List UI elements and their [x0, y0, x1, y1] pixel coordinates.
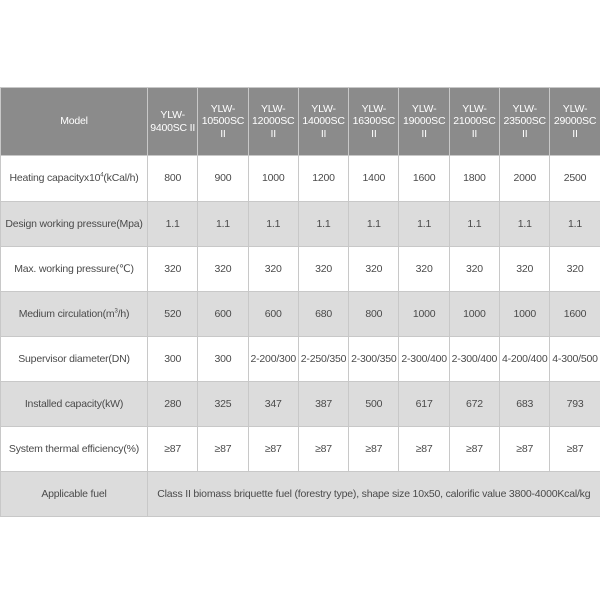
table-row — [1, 156, 600, 202]
table-cell: ≥87 — [198, 427, 248, 472]
header-model-2 — [198, 88, 248, 156]
table-cell: 500 — [349, 382, 399, 427]
row-label — [1, 337, 148, 382]
model-code: 14000SC II — [302, 115, 345, 140]
table-cell: 320 — [298, 247, 348, 292]
table-cell: 387 — [298, 382, 348, 427]
table-cell: 2000 — [500, 156, 550, 202]
model-code: 19000SC II — [402, 115, 446, 140]
fuel-value: Class II biomass briquette fuel (forestry type), shape size 10x50, calorific value 3800-4000Kcal/kg — [148, 472, 600, 517]
table-cell: 672 — [449, 382, 499, 427]
header-model-3 — [248, 88, 298, 156]
row-label-text: Installed capacity(kW) — [24, 397, 124, 410]
table-cell: 600 — [198, 292, 248, 337]
table-cell: 347 — [248, 382, 298, 427]
row-label — [1, 247, 148, 292]
table-cell: 320 — [500, 247, 550, 292]
table-cell: 1000 — [500, 292, 550, 337]
header-model-5 — [349, 88, 399, 156]
model-prefix: YLW- — [210, 102, 236, 115]
header-model-4 — [298, 88, 348, 156]
table-cell: 1.1 — [298, 202, 348, 247]
table-row — [1, 382, 600, 427]
table-cell: 2500 — [550, 156, 600, 202]
table-cell: 280 — [148, 382, 198, 427]
table-row — [1, 292, 600, 337]
table-cell: 2-300/400 — [399, 337, 449, 382]
table-cell: 1600 — [550, 292, 600, 337]
row-label — [1, 292, 148, 337]
table-cell: 1000 — [399, 292, 449, 337]
row-label-unit: (kCal/h) — [103, 172, 139, 185]
table-cell: 1.1 — [449, 202, 499, 247]
table-cell: 2-250/350 — [298, 337, 348, 382]
model-prefix: YLW- — [311, 102, 336, 115]
table-row — [1, 427, 600, 472]
row-label — [1, 156, 148, 202]
row-label-text: Supervisor diameter(DN) — [18, 352, 130, 365]
model-prefix: YLW- — [361, 102, 387, 115]
table-cell: ≥87 — [148, 427, 198, 472]
table-cell: ≥87 — [449, 427, 499, 472]
model-code: 9400SC II — [150, 121, 196, 134]
table-cell: 1.1 — [500, 202, 550, 247]
table-cell: 1400 — [349, 156, 399, 202]
model-code: 16300SC II — [352, 115, 396, 140]
row-label-text: Medium circulation(m — [18, 307, 115, 320]
row-label — [1, 202, 148, 247]
row-label-unit: /h) — [117, 307, 130, 320]
table-cell: 320 — [399, 247, 449, 292]
table-cell: 4-200/400 — [500, 337, 550, 382]
model-prefix: YLW- — [562, 102, 588, 115]
model-code: 23500SC II — [503, 115, 546, 140]
table-cell: ≥87 — [500, 427, 550, 472]
model-prefix: YLW- — [160, 108, 185, 121]
table-cell: 320 — [148, 247, 198, 292]
table-row — [1, 337, 600, 382]
row-label-text: Design working pressure(Mpa) — [5, 217, 143, 230]
model-prefix: YLW- — [462, 102, 487, 115]
table-cell: 1.1 — [399, 202, 449, 247]
table-cell: 600 — [248, 292, 298, 337]
model-prefix: YLW- — [411, 102, 437, 115]
table-cell: 325 — [198, 382, 248, 427]
table-cell: 2-200/300 — [248, 337, 298, 382]
table-cell: 320 — [349, 247, 399, 292]
header-row — [1, 88, 600, 156]
row-label-text: Max. working pressure(℃) — [14, 262, 134, 275]
table-cell: 300 — [198, 337, 248, 382]
fuel-label: Applicable fuel — [1, 472, 148, 517]
header-model-7 — [449, 88, 499, 156]
table-cell: 300 — [148, 337, 198, 382]
table-cell: 683 — [500, 382, 550, 427]
table-cell: 320 — [198, 247, 248, 292]
table-cell: 900 — [198, 156, 248, 202]
model-prefix: YLW- — [512, 102, 537, 115]
table-cell: ≥87 — [298, 427, 348, 472]
table-cell: 680 — [298, 292, 348, 337]
table-cell: 1.1 — [550, 202, 600, 247]
table-cell: 800 — [349, 292, 399, 337]
table-cell: 520 — [148, 292, 198, 337]
header-model-6 — [399, 88, 449, 156]
table-cell: ≥87 — [399, 427, 449, 472]
model-code: 29000SC II — [553, 115, 597, 140]
table-cell: 617 — [399, 382, 449, 427]
fuel-row — [1, 472, 600, 517]
row-label — [1, 382, 148, 427]
table-cell: ≥87 — [550, 427, 600, 472]
row-label-text: Heating capacityx10 — [9, 172, 101, 185]
model-prefix: YLW- — [261, 102, 286, 115]
table-cell: 1.1 — [349, 202, 399, 247]
row-label-text: System thermal efficiency(%) — [8, 442, 140, 455]
table-cell: 793 — [550, 382, 600, 427]
header-model-8 — [500, 88, 550, 156]
table-cell: 1600 — [399, 156, 449, 202]
table-cell: 2-300/350 — [349, 337, 399, 382]
table-cell: 320 — [550, 247, 600, 292]
table-cell: 1200 — [298, 156, 348, 202]
spec-table — [0, 87, 600, 517]
table-cell: 2-300/400 — [449, 337, 499, 382]
table-cell: 1.1 — [198, 202, 248, 247]
header-model-label: Model — [1, 88, 148, 156]
model-code: 10500SC II — [201, 115, 245, 140]
table-cell: 320 — [248, 247, 298, 292]
table-row — [1, 247, 600, 292]
table-cell: 4-300/500 — [550, 337, 600, 382]
row-label — [1, 427, 148, 472]
table-cell: 1000 — [449, 292, 499, 337]
table-cell: ≥87 — [349, 427, 399, 472]
table-cell: 1.1 — [248, 202, 298, 247]
model-code: 12000SC II — [252, 115, 295, 140]
table-cell: 1.1 — [148, 202, 198, 247]
table-cell: 320 — [449, 247, 499, 292]
table-cell: ≥87 — [248, 427, 298, 472]
table-cell: 1800 — [449, 156, 499, 202]
header-model-9 — [550, 88, 600, 156]
table-cell: 1000 — [248, 156, 298, 202]
row-label-superscript: 3 — [114, 308, 118, 315]
model-code: 21000SC II — [453, 115, 496, 140]
row-label-superscript: 4 — [100, 172, 104, 179]
table-row — [1, 202, 600, 247]
table-cell: 800 — [148, 156, 198, 202]
header-model-1 — [148, 88, 198, 156]
